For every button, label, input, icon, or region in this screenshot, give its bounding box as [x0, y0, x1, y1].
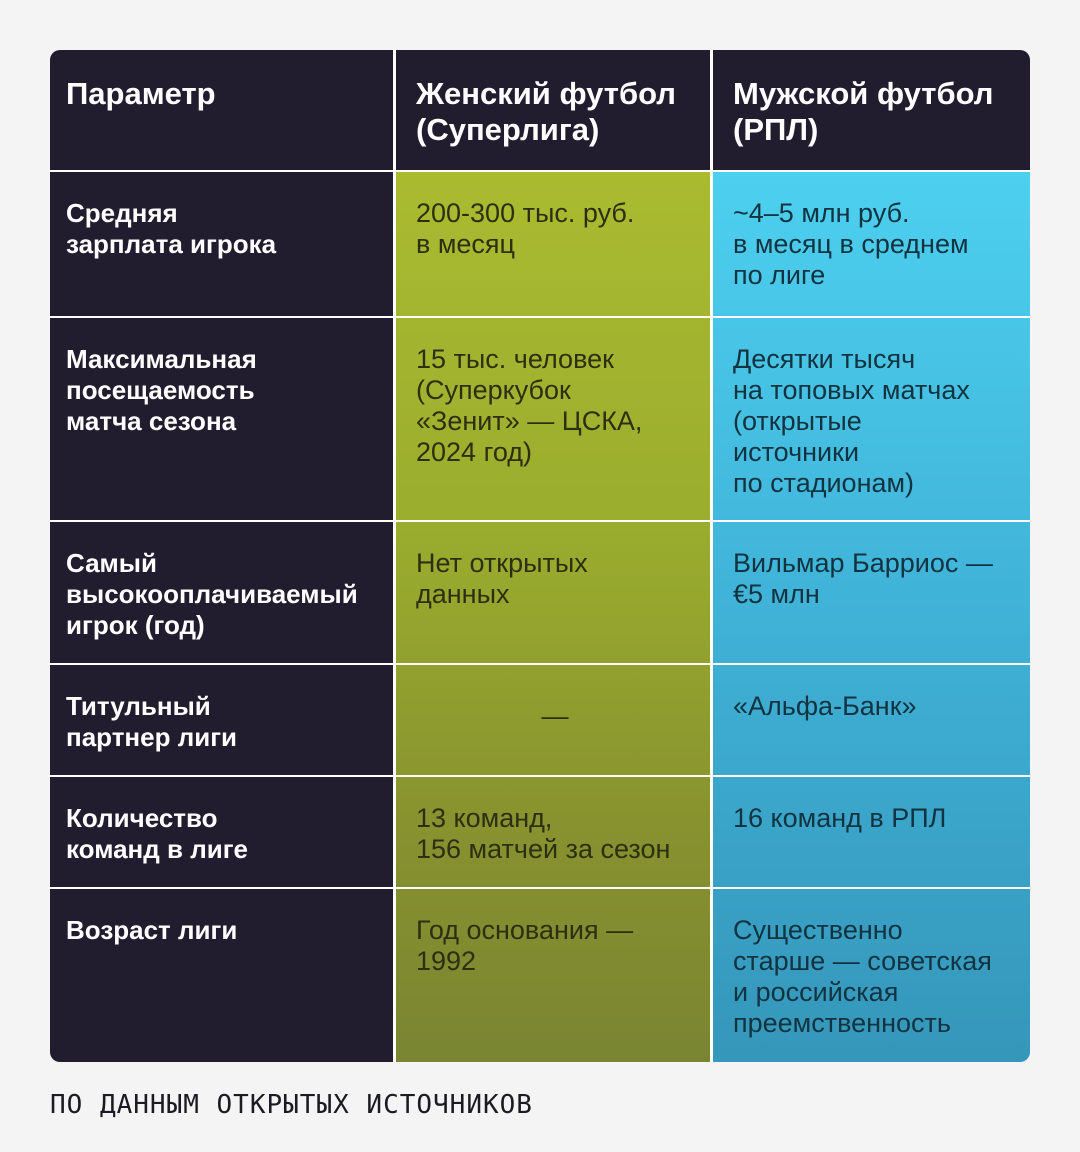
- header-women-football: Женский футбол (Суперлига): [416, 76, 676, 147]
- row-men-cell: Вильмар Барриос — €5 млн: [733, 548, 993, 609]
- row-women-cell: 200-300 тыс. руб. в месяц: [416, 198, 635, 259]
- header-men-football: Мужской футбол (РПЛ): [733, 76, 994, 147]
- row-women-cell: 13 команд, 156 матчей за сезон: [416, 803, 671, 864]
- row-param-cell: Количество команд в лиге: [66, 803, 248, 864]
- row-param-cell: Самый высокооплачиваемый игрок (год): [66, 548, 358, 640]
- row-men-cell: Существенно старше — советская и российская преемственность: [733, 915, 992, 1038]
- row-param-cell: Титульный партнер лиги: [66, 691, 238, 752]
- row-women-cell: —: [541, 701, 569, 731]
- row-param-cell: Возраст лиги: [66, 915, 238, 945]
- row-men-cell: Десятки тысяч на топовых матчах (открытые источники по стадионам): [733, 344, 970, 498]
- source-footnote: ПО ДАННЫМ ОТКРЫТЫХ ИСТОЧНИКОВ: [50, 1090, 533, 1120]
- row-women-cell: Нет открытых данных: [416, 548, 588, 609]
- comparison-table: [50, 50, 1030, 1062]
- row-women-cell: Год основания — 1992: [416, 915, 634, 976]
- row-param-cell: Максимальная посещаемость матча сезона: [66, 344, 257, 436]
- row-men-cell: «Альфа-Банк»: [733, 691, 917, 721]
- row-women-cell: 15 тыс. человек (Суперкубок «Зенит» — ЦСКА, 2024 год): [416, 344, 643, 467]
- header-parameter: Параметр: [66, 76, 216, 111]
- row-men-cell: 16 команд в РПЛ: [733, 803, 947, 833]
- row-men-cell: ~4–5 млн руб. в месяц в среднем по лиге: [733, 198, 969, 290]
- row-param-cell: Средняя зарплата игрока: [66, 198, 277, 259]
